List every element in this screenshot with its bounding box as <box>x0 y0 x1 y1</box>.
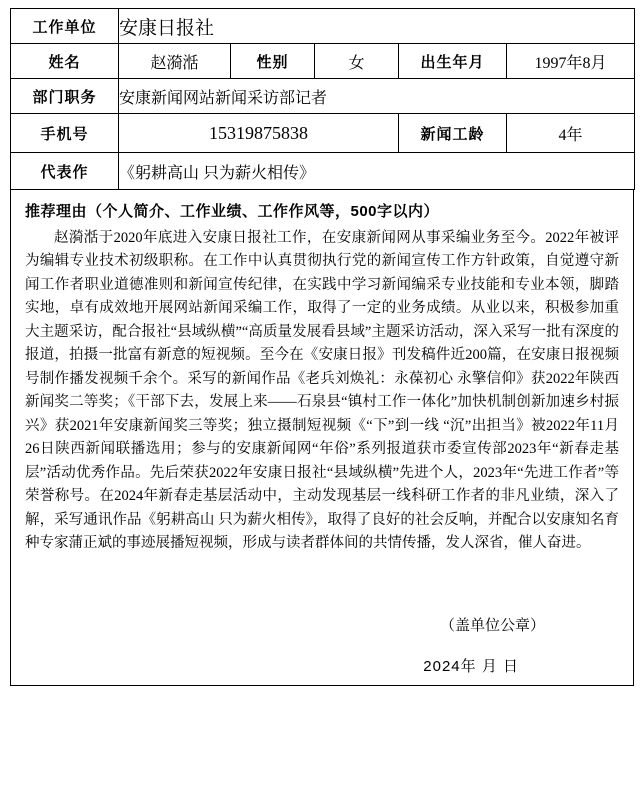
table-row-department <box>11 79 635 114</box>
table-row-name <box>11 44 635 79</box>
table-row-phone <box>11 114 635 153</box>
official-seal-note: （盖单位公章） <box>439 616 545 634</box>
label-representative-work: 代表作 <box>11 153 119 190</box>
value-seniority: 4年 <box>507 114 635 153</box>
value-representative-work: 《躬耕高山 只为薪火相传》 <box>119 153 635 190</box>
value-work-unit: 安康日报社 <box>119 9 635 44</box>
label-phone: 手机号 <box>11 114 119 153</box>
date-line: 2024年 月 日 <box>423 657 519 675</box>
label-department-position: 部门职务 <box>11 79 119 114</box>
value-phone: 15319875838 <box>119 114 399 153</box>
label-name: 姓名 <box>11 44 119 79</box>
applicant-info-table <box>10 8 635 190</box>
recommendation-reason-section <box>10 190 634 686</box>
recommendation-reason-body: 赵漪湉于2020年底进入安康日报社工作，在安康新闻网从事采编业务至今。2022年被评为编辑专业技术初级职称。在工作中认真贯彻执行党的新闻宣传工作方针政策，自觉遵守新闻工作者职业道德准则和新闻宣传纪律，在实践中学习新闻编采专业技能和专业本领，脚踏实地，卓有成效地开展网站新闻采编工作，取得了一定的业务成绩。从业以来，积极参加重大主题采访，配合报社“县域纵横”“高质量发展看县域”主题采访活动，深入采写一批有深度的报道，拍摄一批富有新意的短视频。至今在《安康日报》刊发稿件近200篇，在安康日报视频号制作播发视频千余个。采写的新闻作品《老兵刘焕礼：永葆初心 永擎信仰》获2022年陕西新闻奖二等奖；《干部下去，发展上来——石泉县“镇村工作一体化”加快机制创新加速乡村振兴》获2021年安康新闻奖三等奖；独立摄制短视频《“下”到一线 “沉”出担当》被2022年11月26日陕西新闻联播选用；参与的安康新闻网“年俗”系列报道获市委宣传部2023年“新春走基层”活动优秀作品。先后荣获2022年安康日报社“县域纵横”先进个人，2023年“先进工作者”等荣誉称号。在2024年新春走基层活动中，主动发现基层一线科研工作者的非凡业绩，深入了解，采写通讯作品《躬耕高山 只为薪火相传》，取得了良好的社会反响，并配合以安康知名育种专家蒲正斌的事迹展播短视频，形成与读者群体间的共情传播，发人深省，催人奋进。 <box>25 230 619 552</box>
value-gender: 女 <box>315 44 399 79</box>
label-birth-date: 出生年月 <box>399 44 507 79</box>
value-name: 赵漪湉 <box>119 44 231 79</box>
table-row-unit <box>11 9 635 44</box>
value-birth-date: 1997年8月 <box>507 44 635 79</box>
recommendation-reason-title: 推荐理由（个人简介、工作业绩、工作作风等，500字以内） <box>25 203 440 220</box>
label-gender: 性别 <box>231 44 315 79</box>
value-department-position: 安康新闻网站新闻采访部记者 <box>119 79 635 114</box>
label-work-unit: 工作单位 <box>11 9 119 44</box>
label-seniority: 新闻工龄 <box>399 114 507 153</box>
table-row-representative-work <box>11 153 635 190</box>
